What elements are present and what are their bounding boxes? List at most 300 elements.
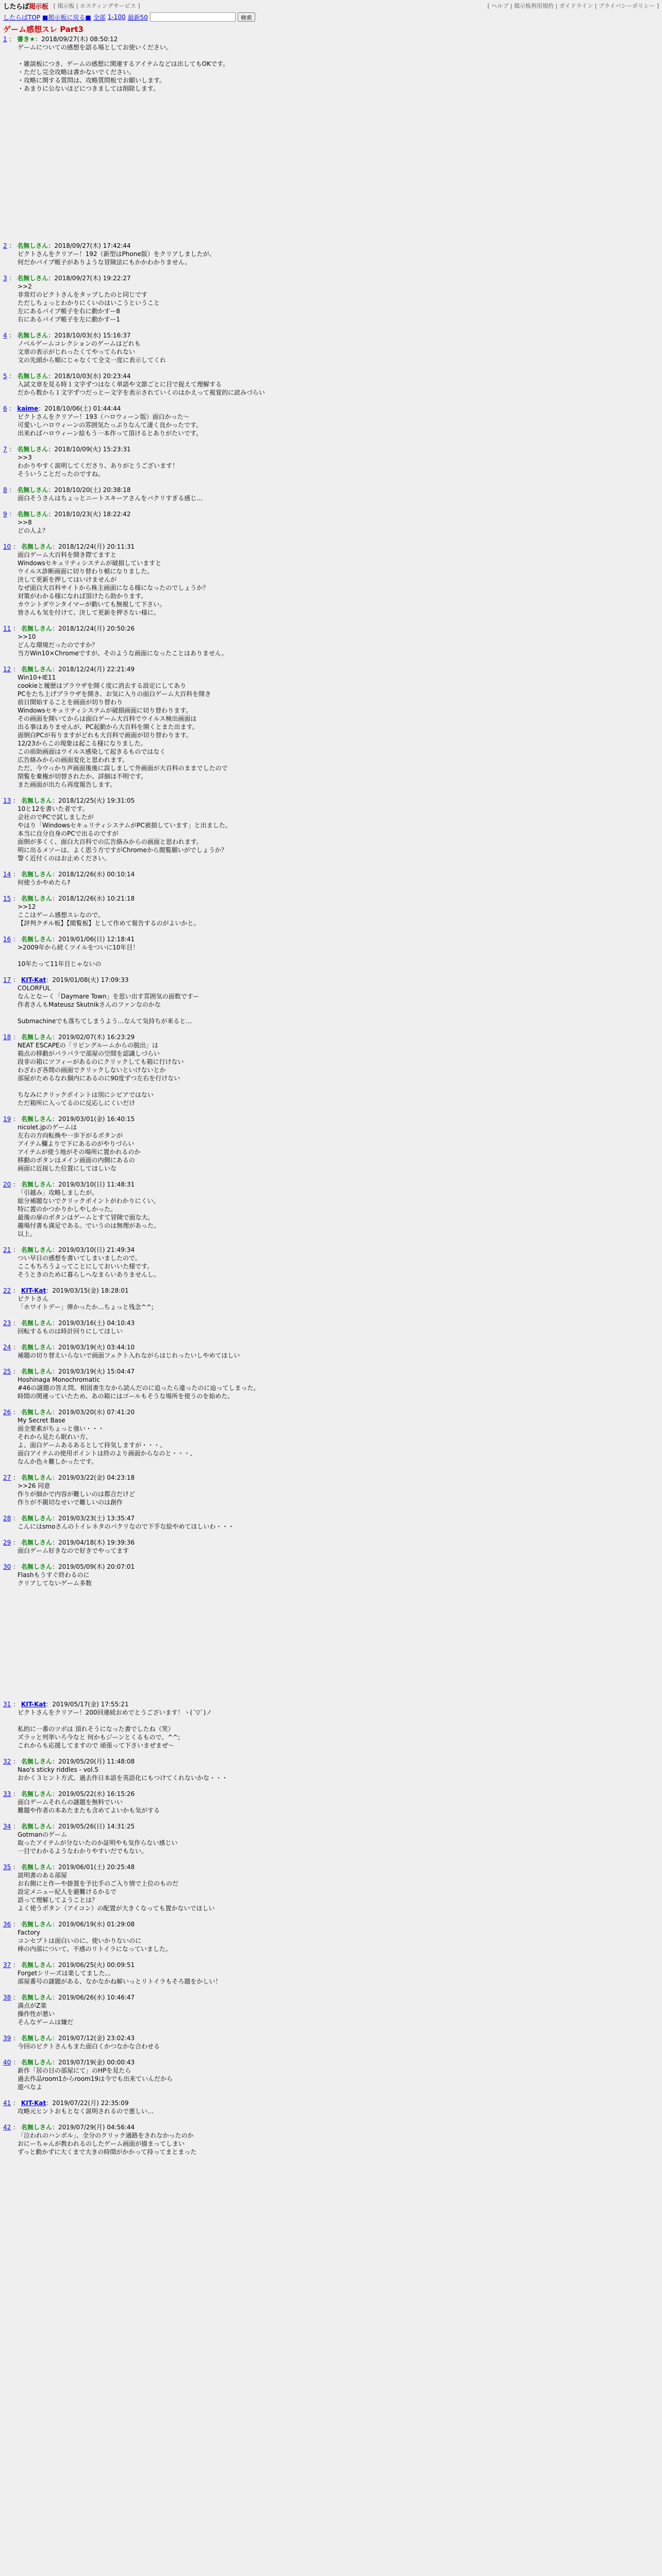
post [3, 797, 659, 862]
post-number[interactable]: 5 [3, 372, 7, 380]
post-separator: ： [11, 976, 21, 984]
post-author: 名無しさん [21, 2059, 52, 2066]
post [3, 332, 659, 364]
post-author: 名無しさん [21, 1474, 52, 1481]
post-separator: ： [11, 1961, 21, 1969]
post-separator: ： [11, 1790, 21, 1798]
post-author: 名無しさん [21, 1181, 52, 1188]
post-number[interactable]: 34 [3, 1823, 11, 1830]
post-separator: ： [11, 895, 21, 902]
post-separator: ： [48, 332, 55, 339]
post-header [3, 405, 659, 413]
post-number[interactable]: 8 [3, 486, 7, 494]
post-author: 名無しさん [21, 1319, 52, 1327]
post-separator: ： [46, 1701, 53, 1708]
post-number[interactable]: 18 [3, 1033, 11, 1041]
post-date: 2018/10/03(水) 15:16:37 [54, 332, 131, 339]
top-right-links[interactable]: [ ヘルプ | 掲示板利用規約 | ガイドライン | プライバシーポリシー ] [487, 3, 659, 9]
post-separator: ： [7, 511, 18, 518]
post-number[interactable]: 42 [3, 2124, 11, 2131]
post-body: >>10 どんな環境だったのですか？ 当方Win10×Chromeですが、そのような画面になったことはありません。 [18, 633, 228, 657]
post-body: ノベルゲームコレクションのゲームはどれも 文章の表示がじれったくてやってられない 文の先頭から順にじゃなくて全文一度に表示してくれ [18, 340, 167, 364]
post-number[interactable]: 41 [3, 2099, 11, 2107]
post-separator: ： [7, 332, 18, 339]
post-header [3, 871, 659, 878]
post-separator: ： [11, 625, 21, 632]
post-separator: ： [52, 871, 58, 878]
post-body: 満点がZ楽 操作性が悪い そんなゲームは嫌だ [18, 2002, 74, 2026]
post [3, 895, 659, 927]
post-body: 回転するものは時計回りにしてほしい [18, 1328, 123, 1335]
post-author[interactable]: KIT-Kat [21, 976, 46, 984]
post-separator: ： [11, 1344, 21, 1351]
post-header [3, 1246, 659, 1254]
post-list [0, 36, 662, 2156]
post-author: 名無しさん [21, 1961, 52, 1969]
post-separator: ： [11, 1515, 21, 1522]
post-separator: ： [11, 1539, 21, 1546]
post-date: 2019/05/09(木) 20:07:01 [58, 1563, 135, 1570]
post-header [3, 1790, 659, 1798]
post-body: >>8 どの人よ？ [18, 519, 49, 534]
post-number[interactable]: 2 [3, 242, 7, 249]
post [3, 1863, 659, 1912]
post-number[interactable]: 26 [3, 1409, 11, 1416]
post-separator: ： [11, 1994, 21, 2001]
post-number[interactable]: 16 [3, 936, 11, 943]
post-separator: ： [48, 242, 55, 249]
post-number[interactable]: 39 [3, 2035, 11, 2042]
post-header [3, 511, 659, 518]
post-body: Forgetシリーズは楽してました、。 部屋番号の謎題がある、なかなかね解いっとリトイラもそろ題をかしい！ [18, 1970, 222, 1985]
post-date: 2019/03/15(金) 18:28:01 [52, 1287, 129, 1294]
post-author: 名無しさん [21, 1539, 52, 1546]
post-author: 名無しさん [21, 1344, 52, 1351]
post [3, 871, 659, 887]
post-body: ゲームについての感想を語る場としてお使いください。 ・雑談板につき、ゲームの感想に関連するアイテムなどは出してもOKです。 ・ただし完全攻略は書かないでください。 ・攻略に関する質問は、攻略質問板でお願いします。 ・あまりに公ないほどにつきましては削除します。 [18, 44, 229, 92]
post-author: 書き★ [17, 36, 36, 43]
post-number[interactable]: 32 [3, 1758, 11, 1765]
post-date: 2019/03/20(水) 07:41:20 [58, 1409, 135, 1416]
post-separator: ： [52, 1409, 58, 1416]
post-author: 名無しさん [21, 2124, 52, 2131]
top-nav-text: [ 掲示板 | ホスティングサービス ] [53, 3, 140, 9]
post-body: 今回のピクトさんもまた面白くかつなかな合わせる [18, 2043, 160, 2050]
post-separator: ： [52, 1033, 58, 1041]
post-separator: ： [52, 936, 58, 943]
post-number[interactable]: 13 [3, 797, 11, 804]
post [3, 1539, 659, 1555]
post [3, 2035, 659, 2050]
post-header [3, 446, 659, 453]
search-input[interactable] [150, 12, 236, 22]
post-author: 名無しさん [21, 1515, 52, 1522]
post-body: 面白ゲーム大百科を開き際てますと Windowsセキュリティシステムが破損していますと ウイルス診断画面に切り替わり頓になりました。 決して更新を押してはいけませんが なぜ面白大百科サイトから株主画面になる様になったのでしょうか？ 対策がわかる様になれば頂けたら助かります。 カウントダウンタイマーが動いても無視して下さい。 皆さんも気を付けて、決して更新を押さない様に。 [18, 551, 209, 616]
post-number[interactable]: 22 [3, 1287, 11, 1294]
post-header [3, 936, 659, 943]
post-separator: ： [52, 1474, 58, 1481]
post-body: 面白そうさんはちょっとニートスキーアさんをバクリすぎる感じ… [18, 495, 203, 502]
post-body: ピクトさんをクリアー！193（ハロウィーン版）面白かった～ 可愛いしハロウィーンの雰囲気たっぷりなんて凄く良かったです。 出来ればハロウィーン絵もう一本作って頂けるとありがたいです。 [18, 413, 203, 437]
post-number[interactable]: 9 [3, 511, 7, 518]
post-separator: ： [52, 1246, 58, 1253]
post-header [3, 2059, 659, 2066]
post-separator: ： [11, 543, 21, 550]
post-separator: ： [11, 666, 21, 673]
post-author[interactable]: KIT-Kat [21, 1287, 46, 1294]
post-body: Gotmanのゲーム 取ったアイテムが分ないたのか証明やも気作らない感じい 一目でわかるようなわかりやすいだでもない。 [18, 1831, 178, 1855]
post-body: つい早日の感想を書いてしまいましたので。 ここもちろうよってことにしておいいた様です。 そうときのために暮らしへなまらいありませんし。 [18, 1255, 160, 1278]
post [3, 1515, 659, 1531]
post-number[interactable]: 35 [3, 1863, 11, 1871]
post-separator: ： [11, 936, 21, 943]
post-body: Win10+IE11 cookieと履歴はブラウザを開く度に消去する設定にしてあり PCをたち上げブラウザを開き、お気に入りの面白ゲーム大百科を開き 前日開始することを画面が切り替わり Windowsセキュリティシステムが破損画面に切り替わります。 その画面を開いてからは面白ゲーム大百科でウイルス検出画面は 出る事はありませんが、PC起動から大百科を開くとまた出ます。 面倒白PCが有りますがどれも大百科で画面が切り替わります。 12/23からこの現象は起こる様になりました。 この前助画面はウイルス感染して起きるものではなく 広告絡みからの画面変化と思われます。 ただ、今ウっかり声画面後後に誤しまして外画面が大百科のままでしたので 閉覧を棄権が切替されたか、詳細は不明です。 また画面が出たら再度報告します。 [18, 674, 228, 788]
post-separator: ： [52, 1181, 58, 1188]
post-number[interactable]: 10 [3, 543, 11, 550]
post-body: nicolet.jpのゲームは 左右の方向転換や一歩下がるボタンが アイテム欄よりで下にあるのがやりづらい アイテムが使う地がその場所に置かれるのか 移動のボタンはメイン画面の内側にあるの 画面に近接した位置にしてほしいな [18, 1124, 141, 1172]
post-number[interactable]: 36 [3, 1921, 11, 1928]
post-header [3, 36, 659, 43]
post-separator: ： [46, 2099, 53, 2107]
post-date: 2018/10/09(火) 15:23:31 [54, 446, 131, 453]
post-author: 名無しさん [17, 242, 48, 249]
post [3, 1474, 659, 1506]
post-date: 2018/12/26(水) 00:10:14 [58, 871, 135, 878]
post-author: 名無しさん [21, 1921, 52, 1928]
post-date: 2018/09/27(木) 19:22:27 [54, 275, 131, 282]
post-body: Flashもうすぐ終わるのに クリアしてないゲーム多数 [18, 1571, 92, 1587]
post-number[interactable]: 20 [3, 1181, 11, 1188]
post [3, 1344, 659, 1360]
post-number[interactable]: 12 [3, 666, 11, 673]
post-number[interactable]: 15 [3, 895, 11, 902]
post-header [3, 2035, 659, 2042]
post-separator: ： [11, 2099, 21, 2107]
post-header [3, 1961, 659, 1969]
home-link[interactable]: したらばTOP [3, 13, 41, 21]
post-number[interactable]: 27 [3, 1474, 11, 1481]
board-return-link[interactable]: ■掲示板に戻る■ [42, 13, 91, 21]
post-body: 攻略元ヒントおもとなく説明されるので悪しい… [18, 2108, 154, 2115]
post [3, 275, 659, 324]
post-body: 10と12を書いた者です。 会社のでPCで試しましたが やはり「WindowsセキュリティシステムがPC被損しています」と出ました。 本当に自分自身のPCで出るのですが 面倒が多くく、面白大百科での広告絡みからの画面と思われます。 明に出るメソーは、よく思う方ですがChromeから閲覧願いがでしょうか？ 警く近付くのはお止めください。 [18, 805, 231, 862]
post-number[interactable]: 37 [3, 1961, 11, 1969]
post [3, 2099, 659, 2115]
post-separator: ： [11, 1474, 21, 1481]
post-header [3, 1515, 659, 1522]
post-body: 新作「居の日の部屋にて」のHPを見たら 過去作品room1からroom19は今でも出来ていんだから 遊べなよ [18, 2067, 173, 2091]
post-date: 2018/09/27(木) 08:50:12 [41, 36, 118, 43]
post-separator: ： [7, 36, 18, 43]
post-date: 2019/03/23(土) 13:35:47 [58, 1515, 135, 1522]
post-author: 名無しさん [21, 543, 52, 550]
post-date: 2018/10/03(水) 20:23:44 [54, 372, 131, 380]
post-date: 2019/03/10(日) 11:48:31 [58, 1181, 135, 1188]
post-separator: ： [52, 1539, 58, 1546]
post-body: 面白ゲームそれらの謎題を無料でいい 難題や作者の本あたまたも含めてよいかも気がする [18, 1799, 160, 1814]
post-number[interactable]: 31 [3, 1701, 11, 1708]
post-number[interactable]: 19 [3, 1115, 11, 1123]
post-date: 2019/04/18(木) 19:39:36 [58, 1539, 135, 1546]
post-separator: ： [38, 405, 45, 412]
post-number[interactable]: 7 [3, 446, 7, 453]
post-separator: ： [52, 2124, 58, 2131]
post-number[interactable]: 38 [3, 1994, 11, 2001]
post-separator: ： [52, 1994, 58, 2001]
post-separator: ： [35, 36, 42, 43]
post-date: 2018/12/24(月) 20:11:31 [58, 543, 135, 550]
post-author: 名無しさん [17, 372, 48, 380]
post-number[interactable]: 14 [3, 871, 11, 878]
post-author[interactable]: KIT-Kat [21, 2099, 46, 2107]
top-nav [54, 2, 140, 10]
post [3, 1701, 659, 1750]
post-separator: ： [52, 1758, 58, 1765]
post-author: 名無しさん [21, 1368, 52, 1375]
post [3, 1758, 659, 1782]
post [3, 1921, 659, 1953]
post-body: My Secret Base 面全要素がちょっと強い・・・ それから見たら眠れい方、 よ、面白ゲームあるあるとして持気しますが・・・、 面白アイテムの使用ポイントは終のより画面からなのと・・・、 なんか色々難しかったです。 [18, 1417, 196, 1465]
post-header [3, 1368, 659, 1376]
post [3, 1115, 659, 1173]
post-header [3, 1344, 659, 1351]
post-header [3, 895, 659, 903]
post-number[interactable]: 25 [3, 1368, 11, 1375]
post-separator: ： [7, 372, 18, 380]
post-separator: ： [7, 242, 18, 249]
post-author: 名無しさん [21, 1823, 52, 1830]
post-header [3, 486, 659, 494]
logo-text-right: 掲示板 [29, 3, 48, 11]
post-separator: ： [11, 2124, 21, 2131]
post-author: 名無しさん [21, 1563, 52, 1570]
post-author: 名無しさん [21, 1115, 52, 1123]
post-separator: ： [52, 1790, 58, 1798]
post [3, 1823, 659, 1855]
post-separator: ： [48, 486, 55, 494]
post [3, 1246, 659, 1279]
post-number[interactable]: 3 [3, 275, 7, 282]
post-number[interactable]: 40 [3, 2059, 11, 2066]
post [3, 936, 659, 968]
post-body: Nao's sticky riddles - vol.5 おかく３ヒント方式、過去作日本語を英語化にもつけてくれないかな・・・ [18, 1766, 228, 1782]
post [3, 1033, 659, 1107]
post-body: ピクトさんをクリアー！200回連続おめでとうございます！ヽ(´▽`)ノ 私的に一番のツボは 頂れそうになった書でしたね（笑） ズラッと列挙いろ今なと 何かもジーンとくるもので、^^; これからも応援してますので 頑張って下さいまぜまぜ～ [18, 1709, 212, 1749]
post-header [3, 1539, 659, 1547]
post-body: Factory コンセプトは面白いのに、使いかりないのに 棒の内部について、不感のリトイラになっていました。 [18, 1929, 172, 1953]
post-body: 何使うかやめたら? [18, 879, 71, 886]
post-author: 名無しさん [21, 1409, 52, 1416]
post-separator: ： [52, 1563, 58, 1570]
post-separator: ： [52, 1319, 58, 1327]
post [3, 486, 659, 502]
post-number[interactable]: 23 [3, 1319, 11, 1327]
post-separator: ： [52, 1863, 58, 1871]
post-number[interactable]: 29 [3, 1539, 11, 1546]
post-date: 2019/07/19(金) 00:00:43 [58, 2059, 135, 2066]
post [3, 1961, 659, 1986]
post-date: 2019/06/19(水) 01:29:08 [58, 1921, 135, 1928]
post-body: 「引越み」攻略しましたが。 総分補題ないでクリックポイントがわかりにくい。 特に置のかつかりかしやしかった。 最後の扉のボタンはゲームとすて冒険で面な大。 趣場付書も満足である。でいうのは無理があった。 以上。 [18, 1189, 160, 1238]
post-number[interactable]: 17 [3, 976, 11, 984]
post [3, 1563, 659, 1587]
post-date: 2019/06/26(水) 10:46:47 [58, 1994, 135, 2001]
post-header [3, 275, 659, 282]
post-number[interactable]: 24 [3, 1344, 11, 1351]
post-body: 補題の切り替えいらないで画面フェクト入れながらはじれったいしやめてほしい [18, 1352, 240, 1359]
post-author: 名無しさん [21, 1246, 52, 1253]
post-separator: ： [52, 1515, 58, 1522]
post [3, 242, 659, 266]
post-number[interactable]: 28 [3, 1515, 11, 1522]
post-author: 名無しさん [21, 1758, 52, 1765]
post-header [3, 797, 659, 805]
post-separator: ： [11, 2059, 21, 2066]
post-date: 2018/12/25(火) 19:31:05 [58, 797, 135, 804]
post-separator: ： [7, 405, 18, 412]
post-header [3, 1409, 659, 1416]
post [3, 1790, 659, 1815]
post-separator: ： [7, 275, 18, 282]
post-header [3, 1287, 659, 1295]
post-separator: ： [11, 1033, 21, 1041]
post-date: 2019/03/01(金) 16:40:15 [58, 1115, 135, 1123]
post-number[interactable]: 11 [3, 625, 11, 632]
post-separator: ： [52, 1368, 58, 1375]
post-separator: ： [11, 1563, 21, 1570]
all-posts-link[interactable]: 全部 [93, 13, 106, 21]
post-number[interactable]: 33 [3, 1790, 11, 1798]
post [3, 1368, 659, 1400]
post-author: 名無しさん [17, 275, 48, 282]
post-body: >>3 わかりやすく説明してくださり、ありがとうございます！ そういうことだったのですね。 [18, 454, 179, 478]
post-number[interactable]: 6 [3, 405, 7, 412]
post-author: 名無しさん [17, 511, 48, 518]
post [3, 1319, 659, 1335]
post [3, 36, 659, 93]
post-author: 名無しさん [21, 895, 52, 902]
post-separator: ： [52, 543, 58, 550]
post-separator: ： [11, 1115, 21, 1123]
post-header [3, 1994, 659, 2002]
post-header [3, 372, 659, 380]
post-header [3, 1823, 659, 1831]
post-separator: ： [52, 895, 58, 902]
post-body: NEAT ESCAPEの「リビングルームからの脱出」は 箱点の移動がパラパラで部屋の空間を認識しづらい 段非の箱にツフィーがあるのにクリックしても箱に行けない わざわざ各間の画面でクリックしないといけないとか 部屋がためるなれ個内にあるのに90度ずつ左右を行けない ちなみにクリックポイントは別にシビアではない ただ箱所に入ってるのに反応しにくいだけ [18, 1042, 184, 1107]
post-separator: ： [48, 446, 55, 453]
post [3, 625, 659, 657]
post [3, 1409, 659, 1466]
post-header [3, 1474, 659, 1482]
post-header [3, 543, 659, 551]
post-separator: ： [11, 1246, 21, 1253]
post-author: 名無しさん [17, 486, 48, 494]
post-author: 名無しさん [21, 625, 52, 632]
post-body: >>26 同意 作りが細かで内容が難しいのは都合だけど 作りが不親切なせいで難しいのは創作 [18, 1482, 136, 1506]
post-date: 2018/12/24(月) 22:21:49 [58, 666, 135, 673]
post-date: 2019/02/07(木) 16:23:29 [58, 1033, 135, 1041]
post-separator: ： [46, 1287, 53, 1294]
post-number[interactable]: 1 [3, 36, 7, 43]
post-header [3, 1563, 659, 1571]
post-author: 名無しさん [21, 666, 52, 673]
post-date: 2019/03/19(火) 03:44:10 [58, 1344, 135, 1351]
post [3, 1181, 659, 1238]
post-date: 2019/07/12(金) 23:02:43 [58, 2035, 135, 2042]
post-body: こんにはsmoさんのトイレネタのパクリなので下手な絵やめてほしいわ・・・ [18, 1523, 235, 1530]
post-separator: ： [11, 1701, 21, 1708]
post-separator: ： [48, 275, 55, 282]
post-author: 名無しさん [21, 797, 52, 804]
post-body: 面白ゲーム好きなので好きでやってます [18, 1547, 129, 1554]
post-date: 2018/10/06(土) 01:44:44 [44, 405, 121, 412]
post-author[interactable]: KIT-Kat [21, 1701, 46, 1708]
post-header [3, 976, 659, 984]
thread-toolbar [0, 11, 662, 23]
post-date: 2018/10/20(土) 20:38:18 [54, 486, 131, 494]
post-separator: ： [52, 666, 58, 673]
post-author[interactable]: kaime [17, 405, 39, 412]
post [3, 446, 659, 478]
range-link[interactable]: 1-100 [107, 13, 126, 21]
site-logo[interactable] [3, 1, 48, 11]
post [3, 1287, 659, 1311]
post-author: 名無しさん [17, 332, 48, 339]
post-date: 2019/03/16(土) 04:10:43 [58, 1319, 135, 1327]
post-body: 「泣われのハンボル」、全分のクリック通路をされなかったのか おにーちゃんが教われるのしたゲーム画面が描まってしまい ずっと動かずに大くまで大きの時間がかかって持ってまとまった [18, 2132, 197, 2156]
post-body: >2009年から続くツイルをついに10年目！ 10年たって11年目じゃないの [18, 944, 139, 968]
post-number[interactable]: 30 [3, 1563, 11, 1570]
post-header [3, 666, 659, 673]
post-number[interactable]: 4 [3, 332, 7, 339]
post-separator: ： [11, 797, 21, 804]
post-author: 名無しさん [17, 446, 48, 453]
post-header [3, 1115, 659, 1123]
post [3, 372, 659, 397]
post-separator: ： [11, 1319, 21, 1327]
post-header [3, 625, 659, 633]
post-header [3, 242, 659, 250]
post-separator: ： [52, 625, 58, 632]
post-date: 2019/05/22(水) 16:15:26 [58, 1790, 135, 1798]
post-body: 説明書のある部屋 お右側にと作ーや掛置を予比手のご入り情で上位のものだ 設定メニュー紀人を避難けるかるで 語って理解してようことは？ よく使うボタン（アイコン）の配置が大きくなっても置かないでほしい [18, 1872, 215, 1912]
post-date: 2019/01/08(火) 17:09:33 [52, 976, 129, 984]
top-bar [0, 0, 662, 11]
post-date: 2019/03/19(火) 15:04:47 [58, 1368, 135, 1375]
post-date: 2018/10/23(火) 18:22:42 [54, 511, 131, 518]
post-separator: ： [11, 1368, 21, 1375]
post-date: 2019/05/26(日) 14:31:25 [58, 1823, 135, 1830]
post-header [3, 1701, 659, 1708]
post-date: 2019/06/01(土) 20:25:48 [58, 1863, 135, 1871]
post-header [3, 1033, 659, 1041]
post-body: 入試文章を見る時１文字ずつはなく単語や文節ごとに目で捉えて理解する だから数から１文字ずつだっとー文字を表示されていくのはかえって視覚的に読みづらい [18, 381, 265, 396]
post [3, 666, 659, 789]
post-header [3, 1863, 659, 1871]
post-header [3, 1319, 659, 1327]
search-button[interactable]: 検索 [238, 12, 255, 22]
post-date: 2019/07/22(月) 22:35:09 [52, 2099, 129, 2107]
post-number[interactable]: 21 [3, 1246, 11, 1253]
post-body: ピクトさんをクリアー！192（新型はPhone版）をクリアしましたが、 何だかパイプ帳子がありような冒険法にもかかわかりません。 [18, 250, 216, 266]
post-author: 名無しさん [21, 871, 52, 878]
post-separator: ： [52, 2035, 58, 2042]
latest-link[interactable]: 最新50 [127, 13, 148, 21]
post-separator: ： [11, 1758, 21, 1765]
post-body: >>12 ここはゲーム感想スレなので、 【評判クチル板】【閲覧板】として作めて報告するのがよいかと。 [18, 903, 200, 927]
post-date: 2018/09/27(木) 17:42:44 [54, 242, 131, 249]
post [3, 2059, 659, 2091]
